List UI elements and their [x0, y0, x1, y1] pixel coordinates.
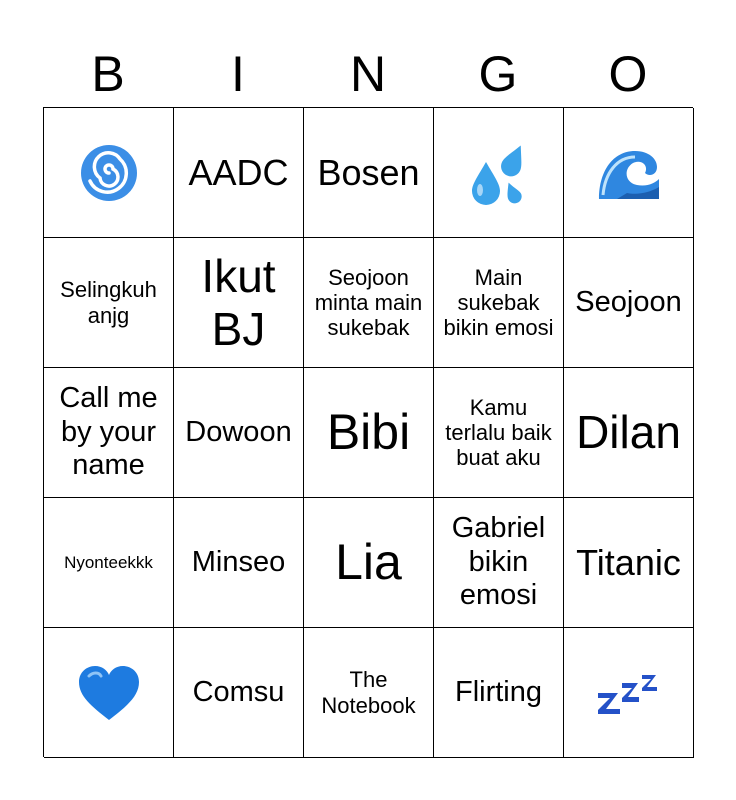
- cell-r5c1[interactable]: [44, 628, 174, 758]
- cell-r2c5[interactable]: Seojoon: [564, 238, 694, 368]
- header-letter-i: I: [231, 46, 245, 102]
- cell-r1c1[interactable]: [44, 108, 174, 238]
- cell-r1c4[interactable]: [434, 108, 564, 238]
- cell-r2c4[interactable]: Main sukebak bikin emosi: [434, 238, 564, 368]
- cell-r2c2[interactable]: Ikut BJ: [174, 238, 304, 368]
- cell-r4c1[interactable]: Nyonteekkk: [44, 498, 174, 628]
- cell-r3c5[interactable]: Dilan: [564, 368, 694, 498]
- header-letter-n: N: [349, 46, 387, 102]
- cell-r3c3[interactable]: Bibi: [304, 368, 434, 498]
- cell-r4c4[interactable]: Gabriel bikin emosi: [434, 498, 564, 628]
- sweat-droplets-icon: [466, 140, 532, 206]
- bingo-header: [43, 44, 693, 104]
- cell-r1c2[interactable]: AADC: [174, 108, 304, 238]
- header-letter-g: G: [478, 46, 518, 102]
- cyclone-icon: [78, 142, 140, 204]
- cell-r5c5[interactable]: [564, 628, 694, 758]
- header-letter-b: B: [91, 46, 125, 102]
- cell-r3c1[interactable]: Call me by your name: [44, 368, 174, 498]
- cell-r2c1[interactable]: Selingkuh anjg: [44, 238, 174, 368]
- cell-r1c3[interactable]: Bosen: [304, 108, 434, 238]
- cell-r5c4[interactable]: Flirting: [434, 628, 564, 758]
- zzz-icon: [596, 671, 662, 715]
- cell-r2c3[interactable]: Seojoon minta main sukebak: [304, 238, 434, 368]
- header-letter-o: O: [608, 46, 648, 102]
- cell-r4c5[interactable]: Titanic: [564, 498, 694, 628]
- blue-heart-icon: [77, 664, 141, 722]
- cell-r5c3[interactable]: The Notebook: [304, 628, 434, 758]
- cell-r5c2[interactable]: Comsu: [174, 628, 304, 758]
- cell-r1c5[interactable]: [564, 108, 694, 238]
- cell-r3c2[interactable]: Dowoon: [174, 368, 304, 498]
- bingo-grid: [43, 107, 693, 757]
- cell-r3c4[interactable]: Kamu terlalu baik buat aku: [434, 368, 564, 498]
- cell-r4c3[interactable]: Lia: [304, 498, 434, 628]
- water-wave-icon: [597, 145, 661, 201]
- cell-r4c2[interactable]: Minseo: [174, 498, 304, 628]
